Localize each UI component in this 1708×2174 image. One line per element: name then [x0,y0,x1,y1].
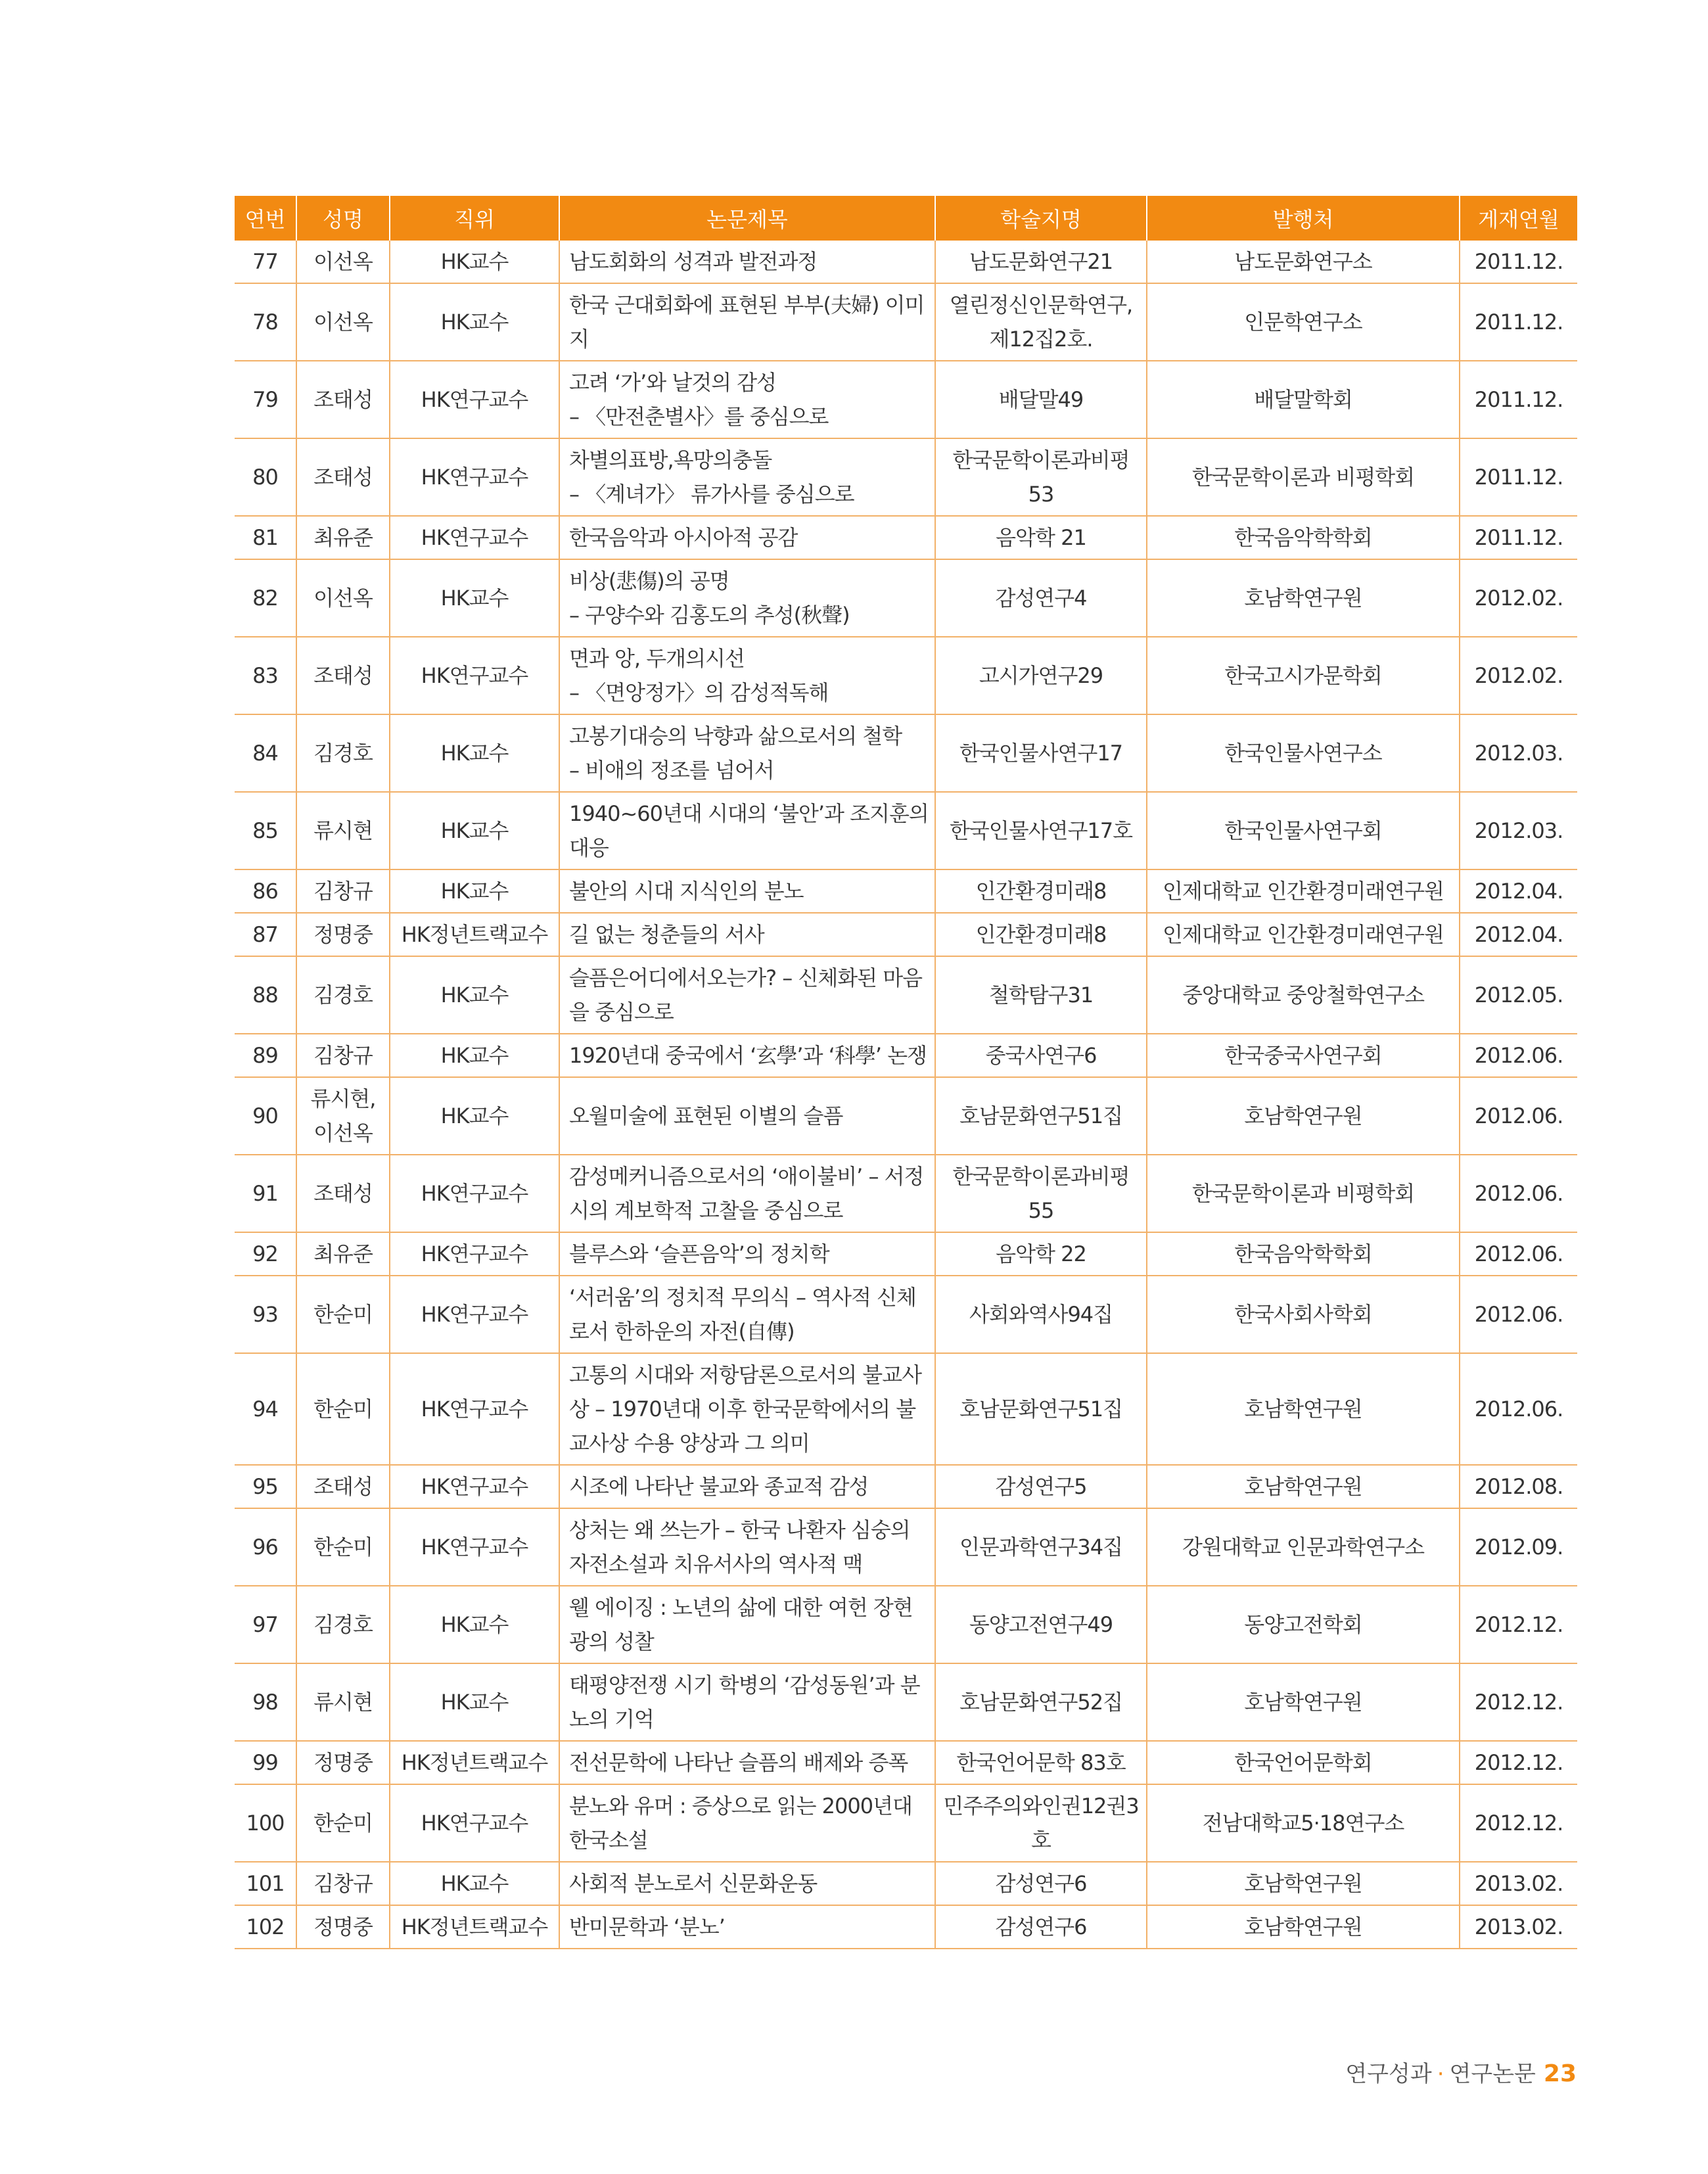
table-row [235,1276,1577,1353]
cell-journal: 감성연구6 [935,1862,1147,1905]
cell-name: 김창규 [296,869,390,913]
cell-no: 97 [235,1586,296,1663]
header-date: 게재연월 [1460,196,1577,241]
cell-title: 감성메커니즘으로서의 ‘애이불비’ – 서정시의 계보학적 고찰을 중심으로 [559,1155,935,1232]
cell-publisher: 한국문학이론과 비평학회 [1147,1155,1460,1232]
table-body [235,241,1577,1949]
cell-publisher: 한국음악학학회 [1147,1232,1460,1276]
cell-name: 한순미 [296,1276,390,1353]
cell-no: 92 [235,1232,296,1276]
header-publisher: 발행처 [1147,196,1460,241]
cell-publisher: 중앙대학교 중앙철학연구소 [1147,956,1460,1034]
cell-journal: 동양고전연구49 [935,1586,1147,1663]
header-journal: 학술지명 [935,196,1147,241]
cell-publisher: 호남학연구원 [1147,1465,1460,1508]
cell-title: 면과 앙, 두개의시선 – 〈면앙정가〉의 감성적독해 [559,637,935,714]
table-row [235,1508,1577,1586]
cell-position: HK연구교수 [390,1232,559,1276]
cell-no: 94 [235,1353,296,1465]
cell-date: 2012.04. [1460,913,1577,956]
table-row [235,1353,1577,1465]
cell-date: 2012.12. [1460,1663,1577,1741]
cell-title: 사회적 분노로서 신문화운동 [559,1862,935,1905]
cell-name: 김경호 [296,956,390,1034]
table-row [235,1155,1577,1232]
cell-name: 이선옥 [296,241,390,283]
cell-title: 비상(悲傷)의 공명 – 구양수와 김홍도의 추성(秋聲) [559,559,935,637]
cell-title: 분노와 유머 : 증상으로 읽는 2000년대 한국소설 [559,1784,935,1862]
header-name: 성명 [296,196,390,241]
cell-publisher: 한국인물사연구소 [1147,714,1460,792]
cell-journal: 감성연구4 [935,559,1147,637]
cell-publisher: 호남학연구원 [1147,1077,1460,1155]
cell-name: 조태성 [296,1465,390,1508]
table-row [235,1077,1577,1155]
cell-name: 김창규 [296,1034,390,1077]
cell-publisher: 인문학연구소 [1147,283,1460,361]
cell-position: HK교수 [390,869,559,913]
cell-date: 2013.02. [1460,1905,1577,1949]
cell-position: HK교수 [390,283,559,361]
cell-date: 2012.06. [1460,1034,1577,1077]
cell-name: 정명중 [296,913,390,956]
cell-date: 2011.12. [1460,516,1577,559]
cell-name: 이선옥 [296,283,390,361]
page-number: 23 [1543,2060,1577,2087]
cell-journal: 음악학 21 [935,516,1147,559]
cell-position: HK정년트랙교수 [390,1741,559,1784]
cell-journal: 호남문화연구52집 [935,1663,1147,1741]
cell-title: ‘서러움’의 정치적 무의식 – 역사적 신체로서 한하운의 자전(自傳) [559,1276,935,1353]
table-row [235,361,1577,438]
cell-publisher: 호남학연구원 [1147,1353,1460,1465]
cell-date: 2012.03. [1460,792,1577,869]
papers-table [235,196,1577,1949]
cell-name: 이선옥 [296,559,390,637]
cell-title: 웰 에이징 : 노년의 삶에 대한 여헌 장현광의 성찰 [559,1586,935,1663]
cell-date: 2012.02. [1460,637,1577,714]
table-row [235,438,1577,516]
cell-date: 2012.09. [1460,1508,1577,1586]
cell-name: 조태성 [296,637,390,714]
cell-journal: 호남문화연구51집 [935,1077,1147,1155]
cell-publisher: 호남학연구원 [1147,559,1460,637]
footer-section: 연구성과 [1345,2061,1432,2087]
cell-title: 오월미술에 표현된 이별의 슬픔 [559,1077,935,1155]
cell-no: 83 [235,637,296,714]
table-row [235,714,1577,792]
table-row [235,1465,1577,1508]
cell-position: HK교수 [390,1034,559,1077]
cell-title: 길 없는 청춘들의 서사 [559,913,935,956]
cell-no: 99 [235,1741,296,1784]
cell-publisher: 전남대학교5·18연구소 [1147,1784,1460,1862]
cell-position: HK교수 [390,956,559,1034]
table-row [235,516,1577,559]
cell-no: 85 [235,792,296,869]
cell-date: 2011.12. [1460,361,1577,438]
cell-journal: 음악학 22 [935,1232,1147,1276]
cell-title: 블루스와 ‘슬픈음악’의 정치학 [559,1232,935,1276]
cell-name: 최유준 [296,1232,390,1276]
table-row [235,869,1577,913]
cell-publisher: 남도문화연구소 [1147,241,1460,283]
table-header-row [235,196,1577,241]
cell-name: 정명중 [296,1741,390,1784]
cell-title: 시조에 나타난 불교와 종교적 감성 [559,1465,935,1508]
cell-position: HK정년트랙교수 [390,913,559,956]
cell-title: 1940~60년대 시대의 ‘불안’과 조지훈의 대응 [559,792,935,869]
cell-no: 96 [235,1508,296,1586]
cell-publisher: 호남학연구원 [1147,1663,1460,1741]
cell-date: 2012.03. [1460,714,1577,792]
cell-publisher: 한국고시가문학회 [1147,637,1460,714]
cell-title: 한국음악과 아시아적 공감 [559,516,935,559]
cell-title: 슬픔은어디에서오는가? – 신체화된 마음을 중심으로 [559,956,935,1034]
cell-date: 2012.06. [1460,1232,1577,1276]
cell-journal: 인간환경미래8 [935,913,1147,956]
cell-no: 79 [235,361,296,438]
cell-date: 2012.12. [1460,1784,1577,1862]
cell-publisher: 동양고전학회 [1147,1586,1460,1663]
cell-position: HK교수 [390,559,559,637]
cell-journal: 호남문화연구51집 [935,1353,1147,1465]
cell-journal: 인문과학연구34집 [935,1508,1147,1586]
cell-date: 2011.12. [1460,283,1577,361]
cell-journal: 남도문화연구21 [935,241,1147,283]
cell-publisher: 배달말학회 [1147,361,1460,438]
cell-no: 102 [235,1905,296,1949]
cell-no: 78 [235,283,296,361]
cell-position: HK교수 [390,792,559,869]
cell-title: 남도회화의 성격과 발전과정 [559,241,935,283]
table-row [235,637,1577,714]
cell-title: 상처는 왜 쓰는가 – 한국 나환자 심숭의 자전소설과 치유서사의 역사적 맥 [559,1508,935,1586]
cell-no: 86 [235,869,296,913]
cell-title: 고통의 시대와 저항담론으로서의 불교사상 – 1970년대 이후 한국문학에서의 불교사상 수용 양상과 그 의미 [559,1353,935,1465]
cell-name: 한순미 [296,1784,390,1862]
cell-no: 81 [235,516,296,559]
table-row [235,241,1577,283]
cell-no: 91 [235,1155,296,1232]
cell-date: 2012.06. [1460,1353,1577,1465]
cell-date: 2012.04. [1460,869,1577,913]
cell-title: 태평양전쟁 시기 학병의 ‘감성동원’과 분노의 기억 [559,1663,935,1741]
cell-journal: 한국문학이론과비평55 [935,1155,1147,1232]
cell-journal: 중국사연구6 [935,1034,1147,1077]
cell-journal: 배달말49 [935,361,1147,438]
cell-journal: 열린정신인문학연구, 제12집2호. [935,283,1147,361]
table-row [235,559,1577,637]
cell-no: 95 [235,1465,296,1508]
cell-name: 류시현 [296,792,390,869]
header-title: 논문제목 [559,196,935,241]
cell-journal: 고시가연구29 [935,637,1147,714]
cell-title: 1920년대 중국에서 ‘玄學’과 ‘科學’ 논쟁 [559,1034,935,1077]
cell-journal: 한국인물사연구17 [935,714,1147,792]
cell-name: 김경호 [296,1586,390,1663]
cell-journal: 감성연구5 [935,1465,1147,1508]
cell-position: HK정년트랙교수 [390,1905,559,1949]
cell-title: 전선문학에 나타난 슬픔의 배제와 증폭 [559,1741,935,1784]
cell-no: 98 [235,1663,296,1741]
cell-no: 87 [235,913,296,956]
cell-name: 최유준 [296,516,390,559]
cell-position: HK연구교수 [390,361,559,438]
table-row [235,1034,1577,1077]
cell-date: 2012.06. [1460,1077,1577,1155]
cell-publisher: 인제대학교 인간환경미래연구원 [1147,913,1460,956]
cell-no: 82 [235,559,296,637]
table-row [235,1586,1577,1663]
cell-name: 정명중 [296,1905,390,1949]
cell-no: 100 [235,1784,296,1862]
cell-publisher: 한국언어문학회 [1147,1741,1460,1784]
cell-name: 류시현, 이선옥 [296,1077,390,1155]
footer-separator-dot: · [1437,2061,1444,2087]
cell-name: 한순미 [296,1353,390,1465]
cell-name: 김경호 [296,714,390,792]
cell-position: HK연구교수 [390,1353,559,1465]
cell-position: HK교수 [390,1663,559,1741]
cell-no: 89 [235,1034,296,1077]
cell-date: 2011.12. [1460,241,1577,283]
cell-date: 2012.06. [1460,1155,1577,1232]
cell-publisher: 한국사회사학회 [1147,1276,1460,1353]
table-row [235,1784,1577,1862]
cell-position: HK연구교수 [390,1155,559,1232]
cell-name: 류시현 [296,1663,390,1741]
page-footer [1345,2056,1577,2088]
cell-date: 2012.05. [1460,956,1577,1034]
table-row [235,792,1577,869]
table-row [235,956,1577,1034]
cell-date: 2012.06. [1460,1276,1577,1353]
cell-journal: 한국언어문학 83호 [935,1741,1147,1784]
cell-position: HK교수 [390,714,559,792]
cell-journal: 사회와역사94집 [935,1276,1147,1353]
table-row [235,1232,1577,1276]
cell-title: 반미문학과 ‘분노’ [559,1905,935,1949]
cell-position: HK교수 [390,1862,559,1905]
cell-name: 조태성 [296,361,390,438]
cell-name: 조태성 [296,1155,390,1232]
cell-position: HK연구교수 [390,1508,559,1586]
cell-date: 2011.12. [1460,438,1577,516]
cell-position: HK연구교수 [390,1465,559,1508]
table-row [235,1741,1577,1784]
cell-publisher: 호남학연구원 [1147,1905,1460,1949]
cell-date: 2012.12. [1460,1741,1577,1784]
cell-date: 2013.02. [1460,1862,1577,1905]
cell-no: 101 [235,1862,296,1905]
cell-name: 한순미 [296,1508,390,1586]
cell-name: 조태성 [296,438,390,516]
cell-no: 77 [235,241,296,283]
cell-journal: 한국인물사연구17호 [935,792,1147,869]
cell-position: HK교수 [390,1586,559,1663]
table-row [235,1663,1577,1741]
cell-journal: 한국문학이론과비평53 [935,438,1147,516]
cell-no: 93 [235,1276,296,1353]
cell-name: 김창규 [296,1862,390,1905]
cell-position: HK연구교수 [390,1784,559,1862]
header-position: 직위 [390,196,559,241]
cell-no: 80 [235,438,296,516]
cell-position: HK연구교수 [390,637,559,714]
cell-position: HK교수 [390,1077,559,1155]
footer-subsection: 연구논문 [1449,2061,1536,2087]
cell-journal: 감성연구6 [935,1905,1147,1949]
cell-position: HK연구교수 [390,438,559,516]
cell-publisher: 한국중국사연구회 [1147,1034,1460,1077]
cell-publisher: 인제대학교 인간환경미래연구원 [1147,869,1460,913]
cell-title: 고려 ‘가’와 날것의 감성 – 〈만전춘별사〉를 중심으로 [559,361,935,438]
header-no: 연번 [235,196,296,241]
cell-publisher: 한국문학이론과 비평학회 [1147,438,1460,516]
cell-title: 불안의 시대 지식인의 분노 [559,869,935,913]
cell-title: 차별의표방,욕망의충돌 – 〈계녀가〉 류가사를 중심으로 [559,438,935,516]
cell-date: 2012.08. [1460,1465,1577,1508]
table-row [235,1862,1577,1905]
cell-journal: 인간환경미래8 [935,869,1147,913]
table-row [235,913,1577,956]
cell-publisher: 한국음악학학회 [1147,516,1460,559]
cell-title: 고봉기대승의 낙향과 삶으로서의 철학 – 비애의 정조를 넘어서 [559,714,935,792]
cell-publisher: 강원대학교 인문과학연구소 [1147,1508,1460,1586]
cell-no: 88 [235,956,296,1034]
cell-position: HK연구교수 [390,516,559,559]
cell-journal: 민주주의와인권12권3호 [935,1784,1147,1862]
cell-publisher: 한국인물사연구회 [1147,792,1460,869]
cell-date: 2012.12. [1460,1586,1577,1663]
cell-no: 84 [235,714,296,792]
cell-position: HK연구교수 [390,1276,559,1353]
cell-no: 90 [235,1077,296,1155]
table-row [235,283,1577,361]
cell-position: HK교수 [390,241,559,283]
cell-title: 한국 근대회화에 표현된 부부(夫婦) 이미지 [559,283,935,361]
table-row [235,1905,1577,1949]
cell-journal: 철학탐구31 [935,956,1147,1034]
cell-date: 2012.02. [1460,559,1577,637]
cell-publisher: 호남학연구원 [1147,1862,1460,1905]
